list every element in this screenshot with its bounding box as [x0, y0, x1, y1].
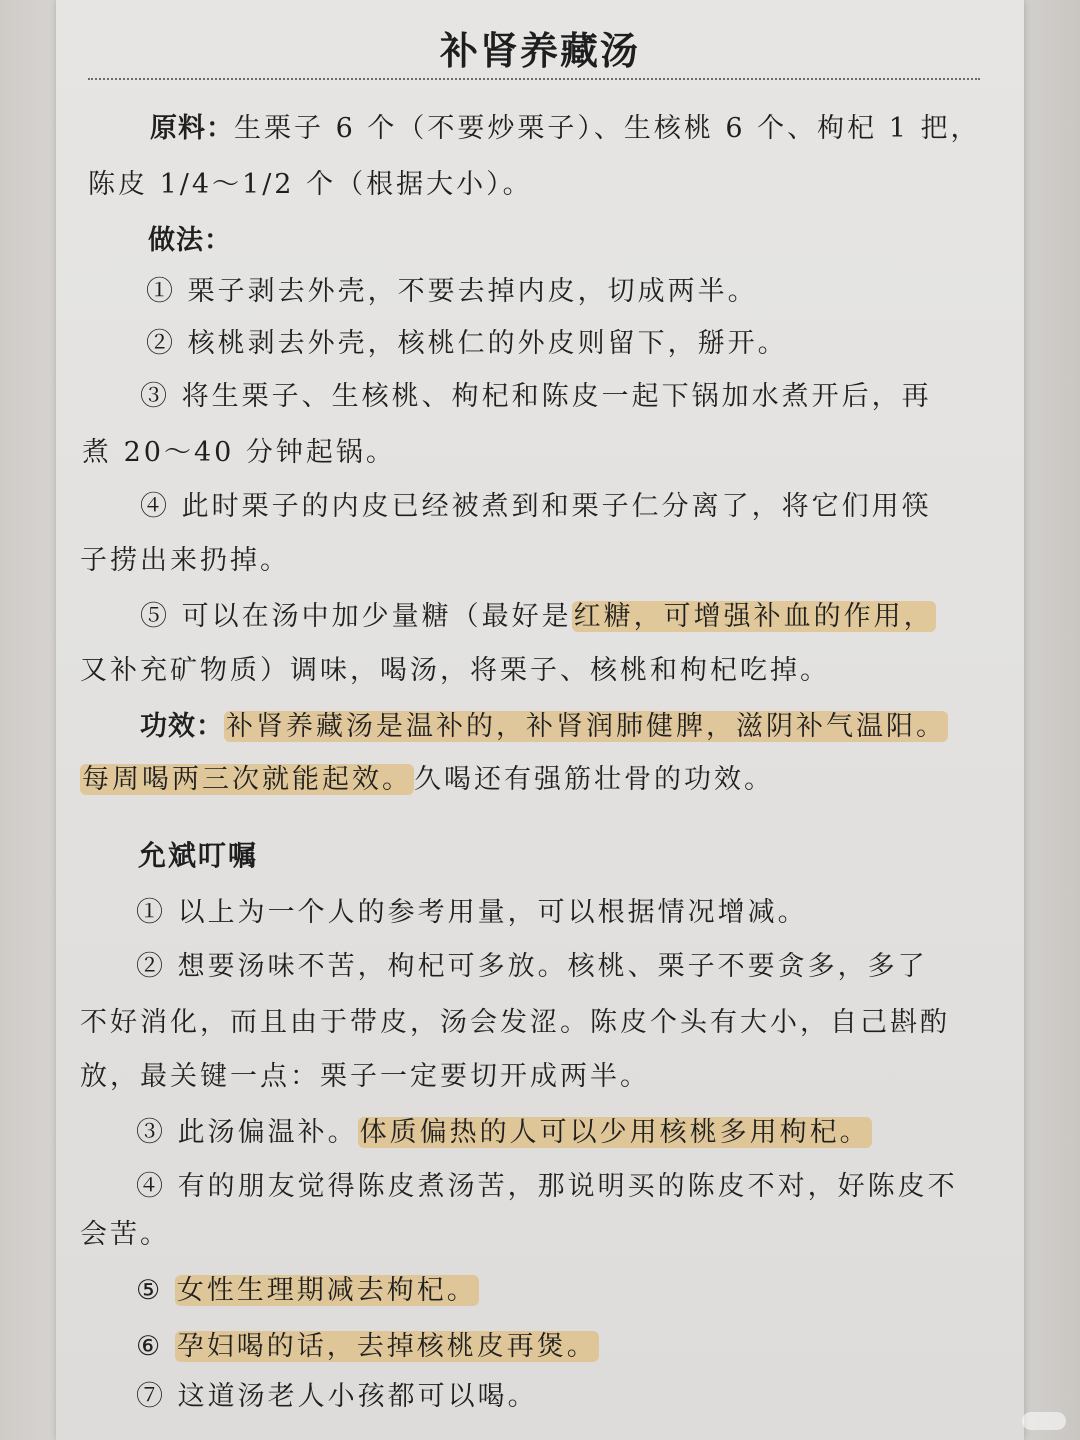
- highlight-tip-3: 体质偏热的人可以少用核桃多用枸杞。: [359, 1117, 870, 1148]
- highlight-tip-5: 女性生理期减去枸杞。: [176, 1275, 477, 1306]
- method-step-4-line-2: 子捞出来扔掉。: [80, 545, 290, 576]
- method-step-5-line-2: 又补充矿物质）调味，喝汤，将栗子、核桃和枸杞吃掉。: [80, 655, 830, 686]
- ingredients-line-1: [150, 112, 981, 146]
- method-step-5-line-1: [140, 600, 936, 634]
- tip-3: [136, 1116, 872, 1150]
- method-step-5-text: ⑤ 可以在汤中加少量糖（最好是: [140, 601, 572, 632]
- method-heading: [148, 224, 232, 258]
- method-step-3-line-1: ③ 将生栗子、生核桃、枸杞和陈皮一起下锅加水煮开后，再: [140, 381, 932, 412]
- method-step-4-line-1: ④ 此时栗子的内皮已经被煮到和栗子仁分离了，将它们用筷: [140, 491, 932, 522]
- ingredients-label: 原料：: [150, 113, 234, 144]
- highlight-effect-1: 补肾养藏汤是温补的，补肾润肺健脾，滋阴补气温阳。: [226, 711, 946, 742]
- effect-label: 功效：: [140, 711, 224, 742]
- page-title: 补肾养藏汤: [439, 28, 640, 73]
- effect-line-2: [80, 763, 774, 797]
- highlight-brown-sugar: 红糖，可增强补血的作用，: [573, 601, 934, 632]
- method-step-2: ② 核桃剥去外壳，核桃仁的外皮则留下，掰开。: [146, 328, 788, 359]
- tips-heading: 允斌叮嘱: [138, 839, 259, 872]
- tip-5-number: ⑤: [136, 1275, 175, 1306]
- method-step-1: ① 栗子剥去外壳，不要去掉内皮，切成两半。: [146, 276, 758, 307]
- title-divider: [88, 78, 980, 80]
- watermark-badge: [1022, 1412, 1066, 1430]
- effect-line-1: [140, 710, 948, 744]
- tip-6-number: ⑥: [136, 1331, 175, 1362]
- ingredients-line-2: 陈皮 1/4～1/2 个（根据大小）。: [88, 169, 533, 200]
- tip-5: [136, 1274, 479, 1308]
- ingredients-text-1: 生栗子 6 个（不要炒栗子）、生核桃 6 个、枸杞 1 把，: [234, 113, 981, 144]
- tip-2-line-2: 不好消化，而且由于带皮，汤会发涩。陈皮个头有大小，自己斟酌: [80, 1007, 950, 1038]
- effect-text-2b: 久喝还有强筋壮骨的功效。: [414, 764, 774, 795]
- tip-7: ⑦ 这道汤老人小孩都可以喝。: [136, 1381, 538, 1412]
- tip-6: [136, 1330, 599, 1364]
- tip-3-text: ③ 此汤偏温补。: [136, 1117, 358, 1148]
- method-step-3-line-2: 煮 20～40 分钟起锅。: [82, 437, 396, 468]
- tip-4-line-2: 会苦。: [80, 1219, 170, 1250]
- tip-2-line-3: 放，最关键一点：栗子一定要切开成两半。: [80, 1061, 650, 1092]
- tip-1: ① 以上为一个人的参考用量，可以根据情况增减。: [136, 897, 808, 928]
- highlight-effect-2: 每周喝两三次就能起效。: [82, 764, 412, 795]
- tip-2-line-1: ② 想要汤味不苦，枸杞可多放。核桃、栗子不要贪多，多了: [136, 951, 928, 982]
- tip-4-line-1: ④ 有的朋友觉得陈皮煮汤苦，那说明买的陈皮不对，好陈皮不: [136, 1171, 958, 1202]
- method-label: 做法：: [148, 225, 232, 256]
- highlight-tip-6: 孕妇喝的话，去掉核桃皮再煲。: [176, 1331, 597, 1362]
